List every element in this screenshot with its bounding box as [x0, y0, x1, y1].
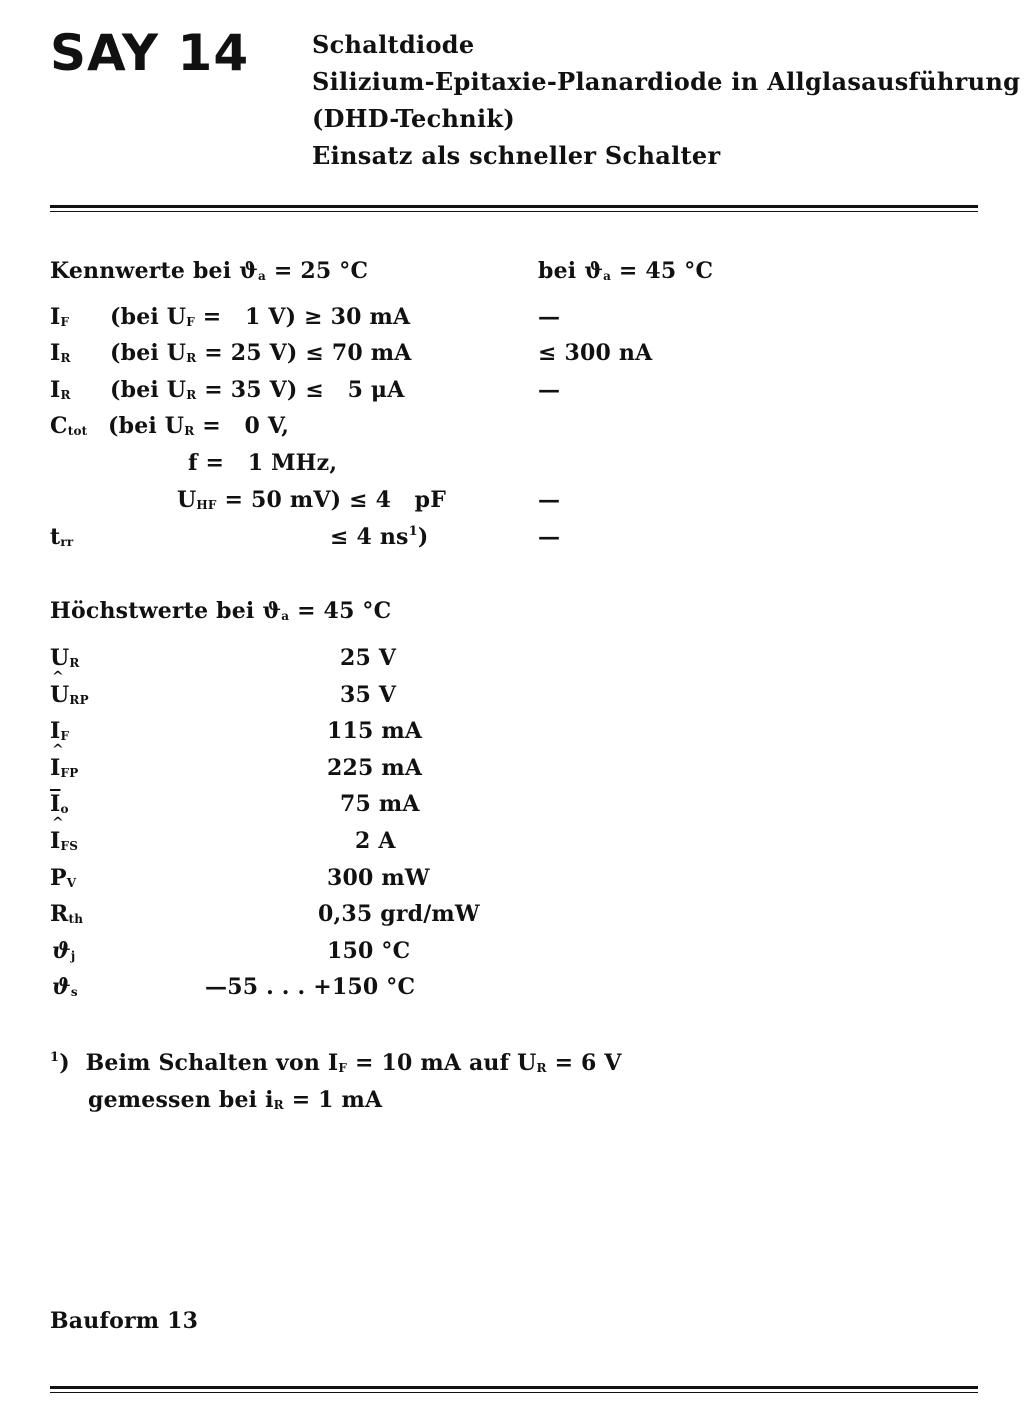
kennwert-row-ir-35: $I_R$: [50, 377, 71, 403]
desc-line-2: Silizium-Epitaxie-Planardiode in Allglasausführung: [312, 67, 1021, 96]
max-sym-urp: ^ $U_{RP}$: [50, 682, 89, 708]
max-sym-rth: $R_{th}$: [50, 901, 84, 927]
kennwert-cond-ctot: (bei $U_R = 0$ V,: [108, 413, 290, 439]
kennwert-ctot-uhf: $U_{HF} = 50$ mV) ≤ 4 pF: [177, 487, 447, 513]
hoechstwerte-heading: Höchstwerte bei $ϑ_a = 45$ °C: [50, 598, 392, 624]
max-sym-if: $I_F$: [50, 718, 70, 744]
kennwert-v45-ir-25: ≤ 300 nA: [538, 340, 653, 366]
kennwert-row-if: $I_F$: [50, 304, 70, 330]
max-sym-ifs: ^ $I_{FS}$: [50, 828, 78, 854]
footer-rule-thin: [50, 1392, 978, 1393]
footnote-line-1: $^1$) Beim Schalten von $I_F = 10$ mA auf $U_R = 6$ V: [50, 1050, 622, 1076]
max-val-tj: 150 °C: [327, 938, 411, 964]
max-val-urp: 35 V: [340, 682, 397, 708]
bauform-label: Bauform 13: [50, 1308, 199, 1334]
max-val-io: 75 mA: [340, 791, 420, 817]
desc-line-1: Schaltdiode: [312, 30, 475, 59]
kennwert-row-ctot: $C_{tot}$: [50, 413, 88, 439]
max-sym-ifp: ^ $I_{FP}$: [50, 755, 78, 781]
max-val-if: 115 mA: [327, 718, 423, 744]
max-sym-ts: $ϑ_s$: [52, 974, 78, 1000]
kennwert-cond-if: (bei $U_F = 1$ V) ≥ 30 mA: [110, 304, 411, 330]
kennwert-ctot-freq: f = 1 MHz,: [188, 450, 338, 476]
max-val-pv: 300 mW: [327, 865, 430, 891]
max-val-ur: 25 V: [340, 645, 397, 671]
max-sym-tj: $ϑ_j$: [52, 938, 76, 964]
max-val-ts: —55 . . . +150 °C: [205, 974, 416, 1000]
kennwert-row-trr: $t_{rr}$: [50, 524, 74, 550]
max-sym-io: $\overline{I}_o$: [50, 791, 69, 817]
max-sym-ur: $U_R$: [50, 645, 80, 671]
max-sym-pv: $P_V$: [50, 865, 77, 891]
kennwert-row-ir-25: $I_R$: [50, 340, 71, 366]
max-val-ifs: 2 A: [355, 828, 396, 854]
kennwert-cond-ir-35: (bei $U_R = 35$ V) ≤ 5 μA: [110, 377, 405, 403]
header-rule-thin: [50, 211, 978, 212]
desc-line-4: Einsatz als schneller Schalter: [312, 141, 721, 170]
footnote-line-2: gemessen bei $i_R = 1$ mA: [88, 1087, 383, 1113]
kennwert-v45-ctot: —: [538, 487, 561, 513]
header-rule: [50, 205, 978, 208]
kennwert-v45-if: —: [538, 304, 561, 330]
kennwert-v45-ir-35: —: [538, 377, 561, 403]
kennwerte-heading-45: bei $ϑ_a = 45$ °C: [538, 258, 714, 284]
max-val-rth: 0,35 grd/mW: [318, 901, 480, 927]
footer-rule: [50, 1386, 978, 1389]
desc-line-3: (DHD-Technik): [312, 104, 515, 133]
model-number: SAY 14: [50, 24, 250, 82]
kennwert-val-trr: ≤ 4 $ns^1$): [330, 524, 429, 550]
kennwerte-heading: Kennwerte bei $ϑ_a = 25$ °C: [50, 258, 369, 284]
max-val-ifp: 225 mA: [327, 755, 423, 781]
kennwert-cond-ir-25: (bei $U_R = 25$ V) ≤ 70 mA: [110, 340, 412, 366]
kennwert-v45-trr: —: [538, 524, 561, 550]
